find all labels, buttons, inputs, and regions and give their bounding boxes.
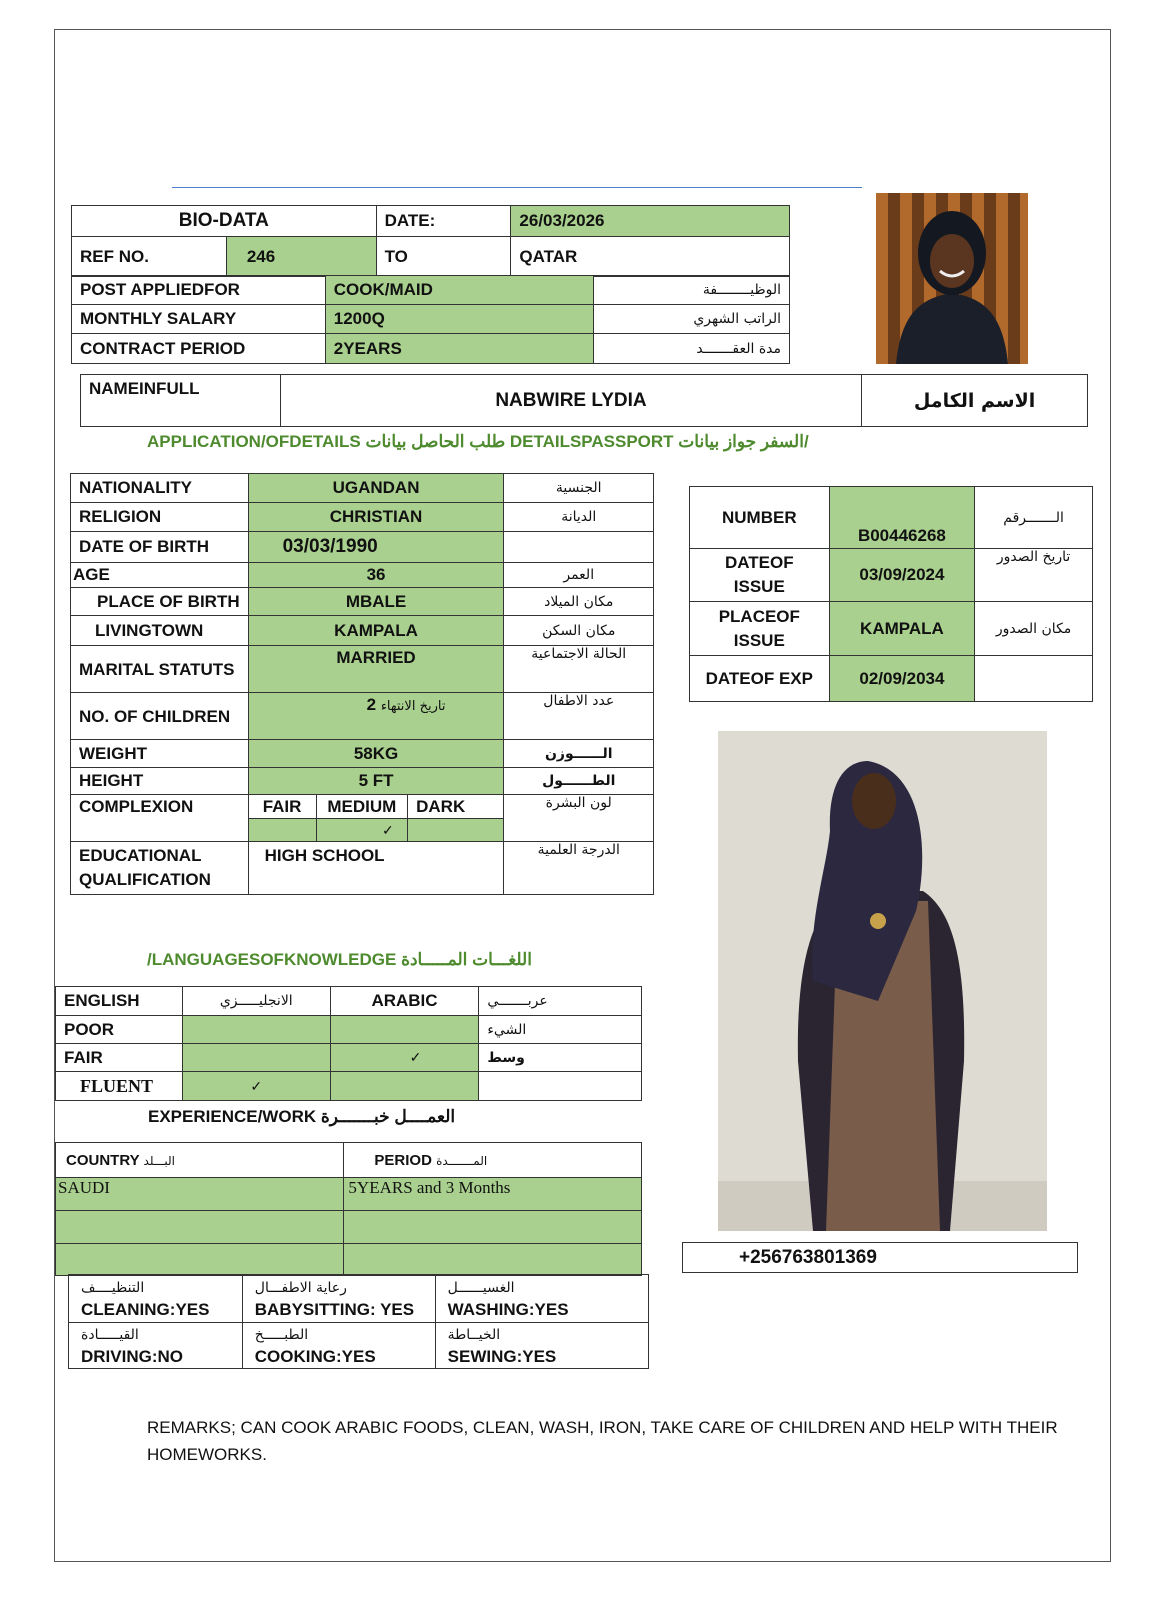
washing-ar: الغسيــــــل (447, 1279, 515, 1296)
living-ar: مكان السكن (504, 616, 654, 646)
date-value: 26/03/2026 (511, 206, 790, 237)
passport-number-value: B00446268 (829, 487, 975, 549)
education-ar: الدرجة العلمية (504, 842, 654, 895)
ref-label: REF NO. (72, 237, 227, 277)
fluent-label: FLUENT (56, 1072, 183, 1101)
height-label: HEIGHT (71, 768, 249, 795)
issue-place-ar: مكان الصدور (975, 602, 1093, 656)
height-ar: الطــــــول (504, 768, 654, 795)
portrait-photo (876, 193, 1028, 364)
arabic-ar: عربـــــــي (479, 987, 642, 1016)
expiry-label: DATEOF EXP (690, 656, 830, 702)
post-value: COOK/MAID (325, 276, 594, 305)
age-value: 36 (248, 563, 504, 588)
ref-value: 246 (226, 237, 376, 277)
issue-date-value: 03/09/2024 (829, 549, 975, 602)
contract-value: 2YEARS (325, 334, 594, 364)
experience-heading: EXPERIENCE/WORK العمــــل خبـــــــرة (148, 1107, 456, 1126)
to-label: TO (376, 237, 511, 277)
marital-label: MARITAL STATUTS (71, 646, 249, 693)
issue-place-value: KAMPALA (829, 602, 975, 656)
weight-ar: الــــــوزن (504, 740, 654, 768)
english-fair-cell (182, 1044, 330, 1072)
experience-country-value: SAUDI (56, 1178, 344, 1211)
salary-ar: الراتب الشهري (594, 305, 790, 334)
experience-table (55, 1142, 642, 1276)
fluent-ar (479, 1072, 642, 1101)
name-table (80, 374, 1088, 427)
weight-value: 58KG (248, 740, 504, 768)
babysitting-skill: BABYSITTING: YES (254, 1299, 415, 1319)
education-label: EDUCATIONAL QUALIFICATION (71, 842, 249, 895)
to-value: QATAR (511, 237, 790, 277)
salary-label: MONTHLY SALARY (72, 305, 326, 334)
experience-period-value: 5YEARS and 3 Months (344, 1178, 642, 1211)
issue-date-ar: تاريخ الصدور (975, 549, 1093, 602)
cooking-ar: الطبـــــخ (254, 1326, 309, 1343)
sewing-ar: الخيــاطة (447, 1326, 501, 1343)
complexion-dark-cell (408, 819, 504, 842)
pob-value: MBALE (248, 588, 504, 616)
pob-label: PLACE OF BIRTH (71, 588, 249, 616)
dob-value: 03/03/1990 (248, 532, 504, 563)
name-value: NABWIRE LYDIA (280, 375, 861, 427)
experience-empty-cell (344, 1211, 642, 1244)
header-rule (172, 187, 862, 188)
fair-label: FAIR (56, 1044, 183, 1072)
dob-ar (504, 532, 654, 563)
country-label: COUNTRY (66, 1151, 140, 1169)
children-ar-inline: تاريخ الانتهاء (380, 699, 446, 714)
experience-empty-cell (56, 1211, 344, 1244)
sewing-skill: SEWING:YES (447, 1346, 557, 1366)
skills-table (68, 1274, 649, 1369)
expiry-ar (975, 656, 1093, 702)
biodata-title: BIO-DATA (72, 206, 377, 237)
marital-value: MARRIED (248, 646, 504, 693)
washing-skill: WASHING:YES (447, 1299, 569, 1319)
cooking-skill: COOKING:YES (254, 1346, 376, 1366)
arabic-poor-cell (330, 1016, 479, 1044)
driving-ar: القيـــــادة (81, 1326, 139, 1343)
phone-box (682, 1242, 1078, 1273)
period-ar: المـــــــدة (436, 1153, 488, 1168)
contract-label: CONTRACT PERIOD (72, 334, 326, 364)
religion-ar: الديانة (504, 503, 654, 532)
fair-ar: وسط (479, 1044, 642, 1072)
children-value: 2 (366, 695, 377, 714)
living-label: LIVINGTOWN (71, 616, 249, 646)
age-ar: العمر (504, 563, 654, 588)
period-label: PERIOD (374, 1151, 432, 1169)
languages-table (55, 986, 642, 1101)
name-ar: الاسم الكامل (862, 375, 1088, 427)
issue-date-label: DATEOF ISSUE (690, 549, 830, 602)
complexion-medium: MEDIUM (316, 795, 408, 819)
name-label: NAMEINFULL (81, 375, 281, 427)
english-fluent-check: ✓ (182, 1072, 330, 1101)
dob-label: DATE OF BIRTH (71, 532, 249, 563)
complexion-fair: FAIR (248, 795, 316, 819)
arabic-fair-check: ✓ (330, 1044, 479, 1072)
driving-skill: DRIVING:NO (81, 1346, 183, 1366)
english-ar: الانجليـــــزي (182, 987, 330, 1016)
marital-ar: الحالة الاجتماعية (504, 646, 654, 693)
complexion-medium-check: ✓ (316, 819, 408, 842)
post-ar: الوظيــــــــفة (594, 276, 790, 305)
job-table (71, 275, 790, 364)
contract-ar: مدة العقـــــــد (594, 334, 790, 364)
complexion-fair-cell (248, 819, 316, 842)
nationality-value: UGANDAN (248, 474, 504, 503)
personal-table (70, 473, 654, 895)
experience-empty-cell (56, 1244, 344, 1276)
cleaning-skill: CLEANING:YES (81, 1299, 210, 1319)
children-ar: عدد الاطفال (504, 693, 654, 740)
date-label: DATE: (376, 206, 511, 237)
religion-value: CHRISTIAN (248, 503, 504, 532)
issue-place-label: PLACEOF ISSUE (690, 602, 830, 656)
arabic-label: ARABIC (330, 987, 479, 1016)
arabic-fluent-cell (330, 1072, 479, 1101)
languages-heading: /LANGUAGESOFKNOWLEDGE اللغـــات المـــــادة (147, 950, 532, 969)
religion-label: RELIGION (71, 503, 249, 532)
nationality-label: NATIONALITY (71, 474, 249, 503)
experience-empty-cell (344, 1244, 642, 1276)
babysitting-ar: رعاية الاطفـــال (254, 1279, 347, 1296)
education-value: HIGH SCHOOL (248, 842, 504, 895)
application-heading: APPLICATION/OFDETAILS طلب الحاصل بيانات DETAILSPASSPORT السفر جواز بيانات/ (147, 432, 809, 451)
post-label: POST APPLIEDFOR (72, 276, 326, 305)
english-poor-cell (182, 1016, 330, 1044)
pob-ar: مكان الميلاد (504, 588, 654, 616)
passport-number-ar: الـــــــرقم (975, 487, 1093, 549)
expiry-value: 02/09/2034 (829, 656, 975, 702)
height-value: 5 FT (248, 768, 504, 795)
full-body-photo (718, 731, 1047, 1231)
salary-value: 1200Q (325, 305, 594, 334)
complexion-label: COMPLEXION (71, 795, 249, 842)
poor-label: POOR (56, 1016, 183, 1044)
cleaning-ar: التنظيــــف (81, 1279, 145, 1296)
poor-ar: الشيء (479, 1016, 642, 1044)
passport-number-label: NUMBER (690, 487, 830, 549)
passport-table (689, 486, 1093, 702)
age-label: AGE (71, 563, 249, 588)
remarks: REMARKS; CAN COOK ARABIC FOODS, CLEAN, WASH, IRON, TAKE CARE OF CHILDREN AND HELP WITH THEIR HOMEWORKS. (147, 1418, 1058, 1464)
country-ar: البـــلد (143, 1153, 175, 1168)
english-label: ENGLISH (56, 987, 183, 1016)
living-value: KAMPALA (248, 616, 504, 646)
weight-label: WEIGHT (71, 740, 249, 768)
phone-number: +256763801369 (739, 1247, 877, 1268)
complexion-dark: DARK (408, 795, 504, 819)
complexion-ar: لون البشرة (504, 795, 654, 842)
header-table (71, 205, 790, 277)
children-label: NO. OF CHILDREN (71, 693, 249, 740)
nationality-ar: الجنسية (504, 474, 654, 503)
